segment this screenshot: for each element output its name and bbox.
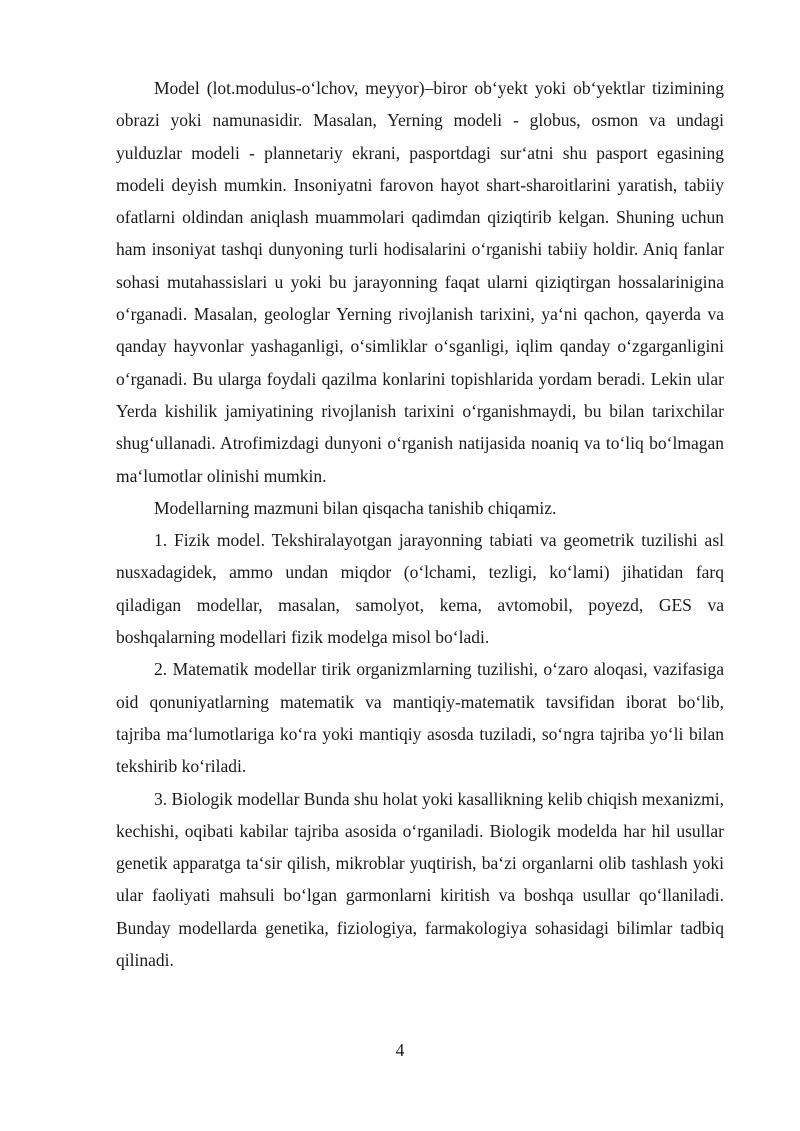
document-page	[116, 72, 724, 976]
paragraph-physical-model: 1. Fizik model. Tekshiralayotgan jarayonning tabiati va geometrik tuzilishi asl nusxadagidek, ammo undan miqdor (o‘lchami, tezligi, ko‘lami) jihatidan farq qiladigan modellar, masalan, samolyot, kema, avtomobil, poyezd, GES va boshqalarning modellari fizik modelga misol bo‘ladi.	[116, 530, 724, 648]
paragraph-biological-models: 3. Biologik modellar Bunda shu holat yoki kasallikning kelib chiqish mexanizmi, kechishi, oqibati kabilar tajriba asosida o‘rganiladi. Biologik modelda har hil usullar genetik apparatga ta‘sir qilish, mikroblar yuqtirish, ba‘zi organlarni olib tashlash yoki ular faoliyati mahsuli bo‘lgan garmonlarni kiritish va boshqa usullar qo‘llaniladi. Bunday modellarda genetika, fiziologiya, farmakologiya sohasidagi bilimlar tadbiq qilinadi.	[116, 788, 724, 971]
paragraph-models-intro: Modellarning mazmuni bilan qisqacha tanishib chiqamiz.	[154, 497, 557, 518]
page-number: 4	[395, 1040, 405, 1060]
paragraph-mathematical-models: 2. Matematik modellar tirik organizmlarning tuzilishi, o‘zaro aloqasi, vazifasiga oid qonuniyatlarning matematik va mantiqiy-matematik tavsifidan iborat bo‘lib, tajriba ma‘lumotlariga ko‘ra yoki mantiqiy asosda tuziladi, so‘ngra tajriba yo‘li bilan tekshirib ko‘riladi.	[116, 659, 724, 777]
paragraph-model-definition: Model (lot.modulus-o‘lchov, meyyor)–biror ob‘yekt yoki ob‘yektlar tizimining obrazi yoki namunasidir. Masalan, Yerning modeli - globus, osmon va undagi yulduzlar modeli - plannetariy ekrani, pasportdagi sur‘atni shu pasport egasining modeli deyish mumkin. Insoniyatni farovon hayot shart-sharoitlarini yaratish, tabiiy ofatlarni oldindan aniqlash muammolari qadimdan qiziqtirib kelgan. Shuning uchun ham insoniyat tashqi dunyoning turli hodisalarini o‘rganishi tabiiy holdir. Aniq fanlar sohasi mutahassislari u yoki bu jarayonning faqat ularni qiziqtirgan hossalarinigina o‘rganadi. Masalan, geologlar Yerning rivojlanish tarixini, ya‘ni qachon, qayerda va qanday hayvonlar yashaganligi, o‘simliklar o‘sganligi, iqlim qanday o‘zgarganligini o‘rganadi. Bu ularga foydali qazilma konlarini topishlarida yordam beradi. Lekin ular Yerda kishilik jamiyatining rivojlanish tarixini o‘rganishmaydi, bu bilan tarixchilar shug‘ullanadi. Atrofimizdagi dunyoni o‘rganish natijasida noaniq va to‘liq bo‘lmagan ma‘lumotlar olinishi mumkin.	[116, 78, 724, 486]
